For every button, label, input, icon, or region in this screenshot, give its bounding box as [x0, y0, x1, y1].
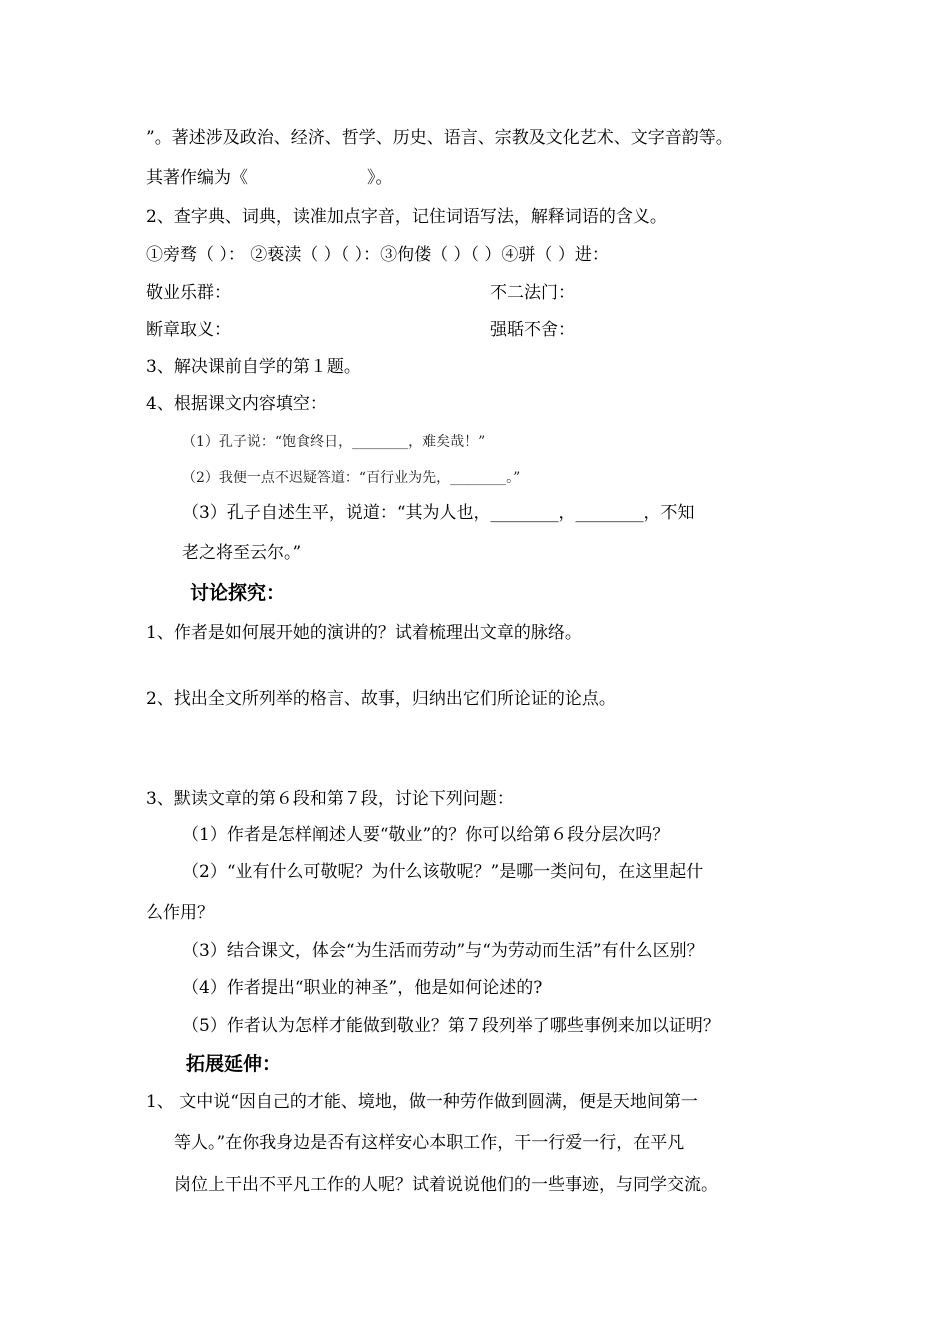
text-line: 么作用？	[146, 903, 214, 923]
text-line: ”。著述涉及政治、经济、哲学、历史、语言、宗教及文化艺术、文字音韵等。	[146, 128, 733, 148]
text-line: （3）结合课文，体会“为生活而劳动”与“为劳动而生活”有什么区别？	[182, 941, 704, 961]
text-line: （5）作者认为怎样才能做到敬业？第７段列举了哪些事例来加以证明？	[182, 1016, 720, 1036]
text-line: 敬业乐群：	[146, 283, 231, 303]
text-line: （2）我便一点不迟疑答道：“百行业为先，________。”	[182, 470, 521, 486]
text-line: （3）孔子自述生平，说道：“其为人也，________，________，不知	[182, 503, 695, 523]
text-line: 等人。”在你我身边是否有这样安心本职工作，干一行爱一行，在平凡	[174, 1133, 685, 1153]
text-line: 3、解决课前自学的第１题。	[146, 357, 361, 377]
text-line: 1、作者是如何展开她的演讲的？试着梳理出文章的脉络。	[146, 623, 582, 643]
text-line: 不二法门：	[490, 283, 575, 303]
text-line: （4）作者提出“职业的神圣”，他是如何论述的?	[182, 978, 543, 998]
section-heading: 拓展延伸：	[186, 1053, 282, 1075]
text-line: 2、查字典、词典，读准加点字音，记住词语写法，解释词语的含义。	[146, 207, 667, 227]
text-line: 1、 文中说“因自己的才能、境地，做一种劳作做到圆满，便是天地间第一	[146, 1092, 698, 1112]
text-line: 岗位上干出不平凡工作的人呢？试着说说他们的一些事迹，与同学交流。	[174, 1175, 718, 1195]
text-line: 2、找出全文所列举的格言、故事，归纳出它们所论证的论点。	[146, 689, 616, 709]
text-line: 3、默读文章的第６段和第７段，讨论下列问题：	[146, 789, 514, 809]
text-line: 断章取义：	[146, 320, 231, 340]
text-line: 老之将至云尔。”	[182, 543, 302, 563]
text-line: 强聒不舍：	[490, 320, 575, 340]
text-line: （2）“业有什么可敬呢？为什么该敬呢？”是哪一类问句，在这里起什	[182, 862, 704, 882]
text-line: 4、根据课文内容填空：	[146, 394, 327, 414]
text-line: 其著作编为《 》。	[146, 168, 393, 188]
text-line: （1）孔子说：“饱食终日，________，难矣哉！”	[182, 434, 486, 450]
text-line: ①旁骛（ ）： ②亵渎（ ）（ ）：③佝偻（ ）（ ）④骈（ ）进：	[146, 245, 609, 265]
text-line: （1）作者是怎样阐述人要“敬业”的？你可以给第６段分层次吗？	[182, 825, 670, 845]
section-heading: 讨论探究：	[190, 582, 286, 604]
